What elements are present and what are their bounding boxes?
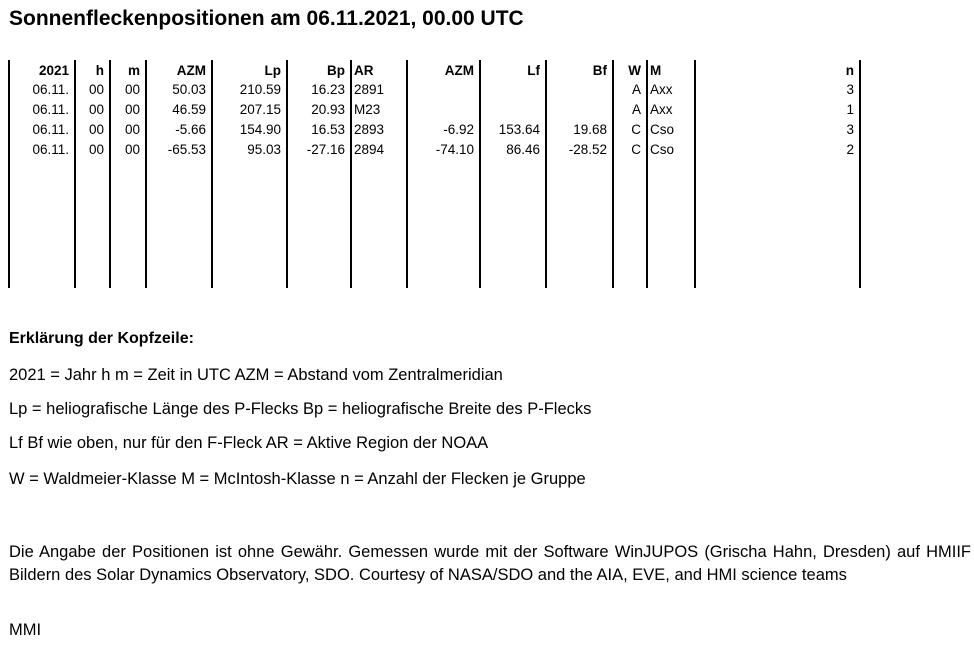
cell-ar: 2893 — [354, 122, 385, 137]
table-column-divider — [145, 60, 147, 288]
table-column-divider — [479, 60, 481, 288]
cell-minute: 00 — [124, 102, 140, 117]
header-ar: AR — [354, 63, 374, 78]
cell-lp: 207.15 — [239, 102, 281, 117]
cell-bp: 20.93 — [311, 102, 345, 117]
legend-line: W = Waldmeier-Klasse M = McIntosh-Klasse n = Anzahl der Flecken je Gruppe — [9, 470, 586, 488]
legend-line: 2021 = Jahr h m = Zeit in UTC AZM = Abstand vom Zentralmeridian — [9, 366, 503, 384]
signature: MMI — [9, 621, 42, 639]
cell-lp: 154.90 — [239, 122, 281, 137]
cell-azm-p: -65.53 — [167, 142, 206, 157]
cell-year: 06.11. — [32, 82, 69, 97]
table-column-divider — [74, 60, 76, 288]
cell-m: Cso — [650, 122, 675, 137]
table-column-divider — [612, 60, 614, 288]
cell-lp: 210.59 — [239, 82, 281, 97]
cell-m: Axx — [650, 102, 673, 117]
cell-w: C — [631, 142, 641, 157]
cell-lf: 86.46 — [506, 142, 540, 157]
cell-n: 2 — [846, 142, 854, 157]
cell-azm-f: -6.92 — [443, 122, 474, 137]
table-column-divider — [545, 60, 547, 288]
cell-minute: 00 — [124, 122, 140, 137]
cell-ar: 2894 — [354, 142, 385, 157]
table-column-divider — [859, 60, 861, 288]
cell-ar: M23 — [354, 102, 381, 117]
cell-year: 06.11. — [32, 122, 69, 137]
cell-n: 1 — [846, 102, 854, 117]
table-column-divider — [8, 60, 10, 288]
header-year: 2021 — [38, 63, 69, 78]
table-column-divider — [286, 60, 288, 288]
cell-year: 06.11. — [32, 142, 69, 157]
cell-minute: 00 — [124, 142, 140, 157]
header-n: n — [845, 63, 854, 78]
cell-year: 06.11. — [32, 102, 69, 117]
cell-azm-p: 50.03 — [172, 82, 206, 97]
page-title: Sonnenfleckenpositionen am 06.11.2021, 00.00 UTC — [9, 7, 524, 30]
cell-n: 3 — [846, 82, 854, 97]
cell-hour: 00 — [88, 82, 104, 97]
header-m: M — [650, 63, 662, 78]
cell-bf: 19.68 — [573, 122, 607, 137]
cell-hour: 00 — [88, 122, 104, 137]
header-azm-f: AZM — [444, 63, 474, 78]
legend-heading: Erklärung der Kopfzeile: — [9, 330, 194, 347]
cell-ar: 2891 — [354, 82, 385, 97]
cell-azm-f: -74.10 — [435, 142, 474, 157]
header-lf: Lf — [527, 63, 540, 78]
legend-line: Lp = heliografische Länge des P-Flecks Bp = heliografische Breite des P-Flecks — [9, 400, 592, 418]
cell-n: 3 — [846, 122, 854, 137]
cell-bf: -28.52 — [568, 142, 607, 157]
cell-m: Cso — [650, 142, 675, 157]
table-column-divider — [406, 60, 408, 288]
cell-hour: 00 — [88, 102, 104, 117]
cell-bp: 16.23 — [311, 82, 345, 97]
header-w: W — [628, 63, 641, 78]
header-bf: Bf — [592, 63, 607, 78]
cell-bp: -27.16 — [306, 142, 345, 157]
cell-azm-p: 46.59 — [172, 102, 206, 117]
cell-lp: 95.03 — [247, 142, 281, 157]
cell-lf: 153.64 — [498, 122, 540, 137]
table-column-divider — [211, 60, 213, 288]
cell-w: C — [631, 122, 641, 137]
table-column-divider — [350, 60, 352, 288]
disclaimer-text: Die Angabe der Positionen ist ohne Gewähr. Gemessen wurde mit der Software WinJUPOS (Grischa Hahn, Dresden) auf HMIIF Bildern des Solar Dynamics Observatory, SDO. Courtesy of NASA/SDO and the AIA, EVE, and HMI science teams — [9, 543, 971, 584]
header-bp: Bp — [327, 63, 345, 78]
cell-w: A — [631, 82, 641, 97]
table-column-divider — [646, 60, 648, 288]
cell-minute: 00 — [124, 82, 140, 97]
cell-azm-p: -5.66 — [175, 122, 206, 137]
cell-hour: 00 — [88, 142, 104, 157]
cell-w: A — [631, 102, 641, 117]
table-column-divider — [109, 60, 111, 288]
legend-line: Lf Bf wie oben, nur für den F-Fleck AR = Aktive Region der NOAA — [9, 434, 489, 452]
header-m: m — [127, 63, 140, 78]
table-column-divider — [694, 60, 696, 288]
header-azm-p: AZM — [176, 63, 206, 78]
cell-m: Axx — [650, 82, 673, 97]
cell-bp: 16.53 — [311, 122, 345, 137]
header-lp: Lp — [264, 63, 281, 78]
header-h: h — [95, 63, 104, 78]
